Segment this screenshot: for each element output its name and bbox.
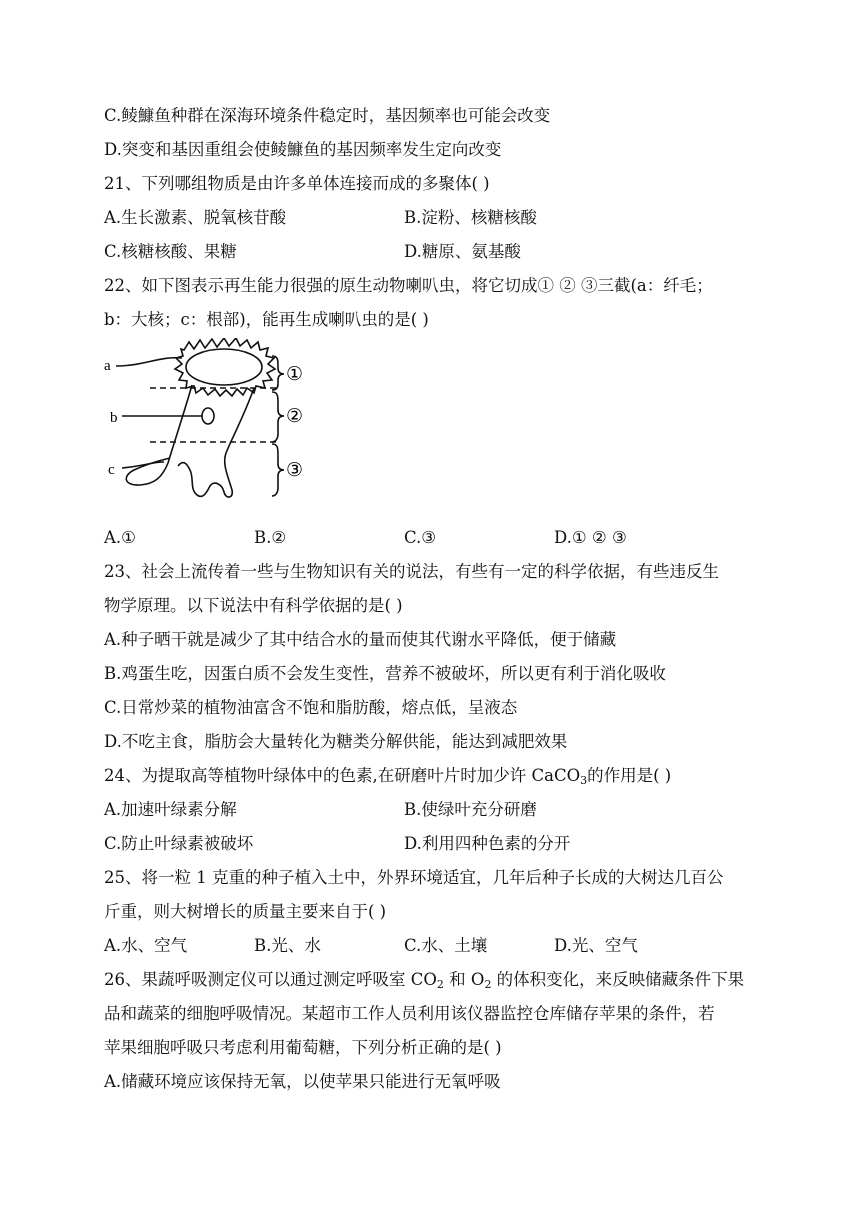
segment-2-label: ② — [286, 405, 304, 427]
q23-option-b: B.鸡蛋生吃，因蛋白质不会发生变性，营养不被破坏，所以更有利于消化吸收 — [104, 664, 666, 683]
q23-option-d: D.不吃主食，脂肪会大量转化为糖类分解供能，能达到减肥效果 — [104, 732, 568, 751]
q21-option-b: B.淀粉、核糖核酸 — [404, 208, 537, 227]
q25-option-d: D.光、空气 — [554, 936, 638, 955]
q24-option-d: D.利用四种色素的分开 — [404, 834, 571, 853]
q26-stem-line3: 苹果细胞呼吸只考虑利用葡萄糖，下列分析正确的是( ) — [104, 1038, 502, 1057]
q22-option-d: D.① ② ③ — [554, 528, 627, 547]
q26-stem-line1: 26、果蔬呼吸测定仪可以通过测定呼吸室 $CO_2$ 和 $O_2$ 的体积变化，来反映储藏条件下果 — [104, 970, 745, 991]
q25-stem-line1: 25、将一粒 1 克重的种子植入土中，外界环境适宜，几年后种子长成的大树达几百公 — [104, 868, 724, 887]
q24-option-b: B.使绿叶充分研磨 — [404, 800, 537, 819]
q24-option-c: C.防止叶绿素被破坏 — [104, 834, 254, 853]
label-b: b — [110, 410, 118, 426]
q24-option-a: A.加速叶绿素分解 — [104, 800, 237, 819]
q26-stem-line2: 品和蔬菜的细胞呼吸情况。某超市工作人员利用该仪器监控仓库储存苹果的条件，若 — [104, 1004, 715, 1023]
q25-option-a: A.水、空气 — [104, 936, 188, 955]
q22-option-a: A.① — [104, 528, 136, 547]
q25-option-b: B.光、水 — [254, 936, 321, 955]
q21-stem: 21、下列哪组物质是由许多单体连接而成的多聚体( ) — [104, 174, 490, 193]
q23-option-a: A.种子晒干就是减少了其中结合水的量而使其代谢水平降低，便于储藏 — [104, 630, 617, 649]
q22-stem-line1: 22、如下图表示再生能力很强的原生动物喇叭虫，将它切成① ② ③三截(a：纤毛； — [104, 276, 713, 295]
segment-1-label: ① — [286, 363, 304, 385]
q23-stem-line2: 物学原理。以下说法中有科学依据的是( ) — [104, 596, 403, 615]
trumpet-protozoan-figure — [104, 338, 324, 508]
q21-option-c: C.核糖核酸、果糖 — [104, 242, 237, 261]
q25-stem-line2: 斤重，则大树增长的质量主要来自于( ) — [104, 902, 387, 921]
label-c: c — [108, 462, 115, 478]
q25-option-c: C.水、土壤 — [404, 936, 488, 955]
q23-option-c: C.日常炒菜的植物油富含不饱和脂肪酸，熔点低，呈液态 — [104, 698, 518, 717]
q26-option-a: A.储藏环境应该保持无氧，以使苹果只能进行无氧呼吸 — [104, 1072, 501, 1091]
segment-3-label: ③ — [286, 459, 304, 481]
q22-stem-line2: b：大核；c：根部)，能再生成喇叭虫的是( ) — [104, 310, 429, 329]
q23-stem-line1: 23、社会上流传着一些与生物知识有关的说法，有些有一定的科学依据，有些违反生 — [104, 562, 719, 581]
q20-option-d: D.突变和基因重组会使鲮鱇鱼的基因频率发生定向改变 — [104, 140, 502, 159]
q20-option-c: C.鲮鱇鱼种群在深海环境条件稳定时，基因频率也可能会改变 — [104, 106, 551, 125]
q21-option-a: A.生长激素、脱氧核苷酸 — [104, 208, 287, 227]
q22-option-b: B.② — [254, 528, 287, 547]
q22-option-c: C.③ — [404, 528, 437, 547]
q21-option-d: D.糖原、氨基酸 — [404, 242, 521, 261]
q24-stem: 24、为提取高等植物叶绿体中的色素,在研磨叶片时加少许 CaCO$_3$的作用是( ) — [104, 766, 672, 787]
label-a: a — [104, 358, 111, 374]
